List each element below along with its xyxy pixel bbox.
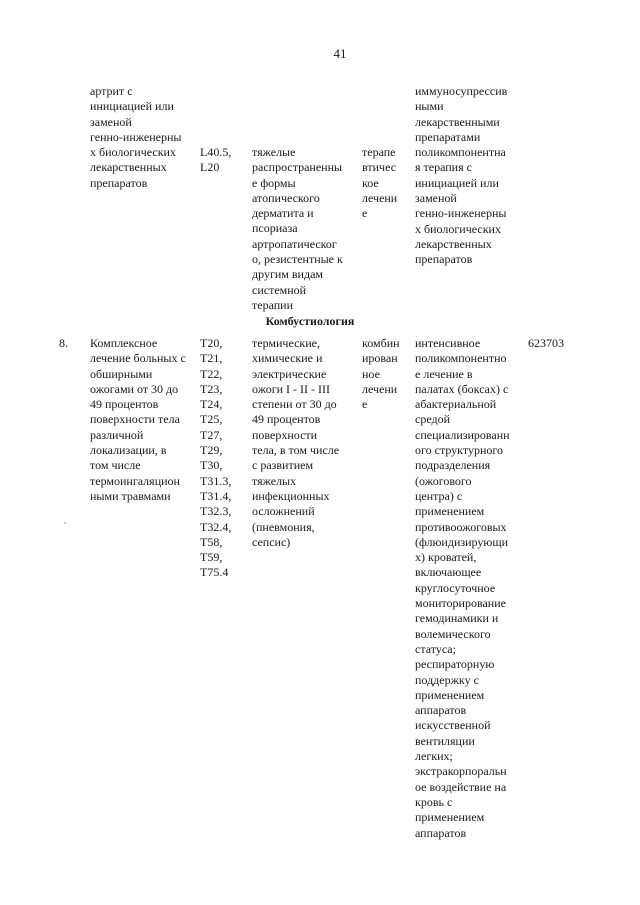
treatment-method: интенсивное поликомпонентно е лечение в палатах (боксах) с абактериальной средой специализированн ого структурного подразделения (ожогового центра) с применением противоожоговых (флюидизирующи х) кроватей, включающее круглосуточное мониторирование гемодинамики и волемического статуса; респираторную поддержку с применением аппаратов искусственной вентиляции легких; экстракорпоральн ое воздействие на кровь с применением аппаратов xyxy=(415,336,510,840)
funding-amount: 623703 xyxy=(528,336,564,350)
row-number: 8. xyxy=(59,336,68,350)
continued-condition-text: артрит с инициацией или заменой генно-инженерны х биологических лекарственных препаратов xyxy=(90,84,182,190)
continued-patient-model: тяжелые распространенны е формы атопического дерматита и псориаза артропатическог о, резистентные к другим видам системной терапии xyxy=(252,145,343,312)
scan-speck xyxy=(64,522,66,524)
patient-model: термические, химические и электрические ожоги I - II - III степени от 30 до 49 процентов поверхности тела, в том числе с развитием тяжелых инфекционных осложнений (пневмония, сепсис) xyxy=(252,336,340,549)
treatment-type: комбин ирован ное лечени е xyxy=(362,336,400,412)
section-title: Комбустиология xyxy=(265,314,355,328)
continued-treatment-method: иммуносупрессив ными лекарственными препаратами поликомпонентна я терапия с инициацией или заменой генно-инженерны х биологических лекарственных препаратов xyxy=(415,84,508,267)
page-number: 41 xyxy=(333,46,347,61)
continued-icd-codes: L40.5, L20 xyxy=(200,145,232,175)
icd-codes: T20, T21, T22, T23, T24, T25, T27, T29, T30, T31.3, T31.4, T32.3, T32.4, T58, T59, T75.4 xyxy=(200,336,232,580)
condition-text: Комплексное лечение больных с обширными ожогами от 30 до 49 процентов поверхности тела различной локализации, в том числе термоингаляцион ными травмами xyxy=(90,336,186,503)
continued-treatment-type: терапе втичес кое лечени е xyxy=(362,145,398,221)
